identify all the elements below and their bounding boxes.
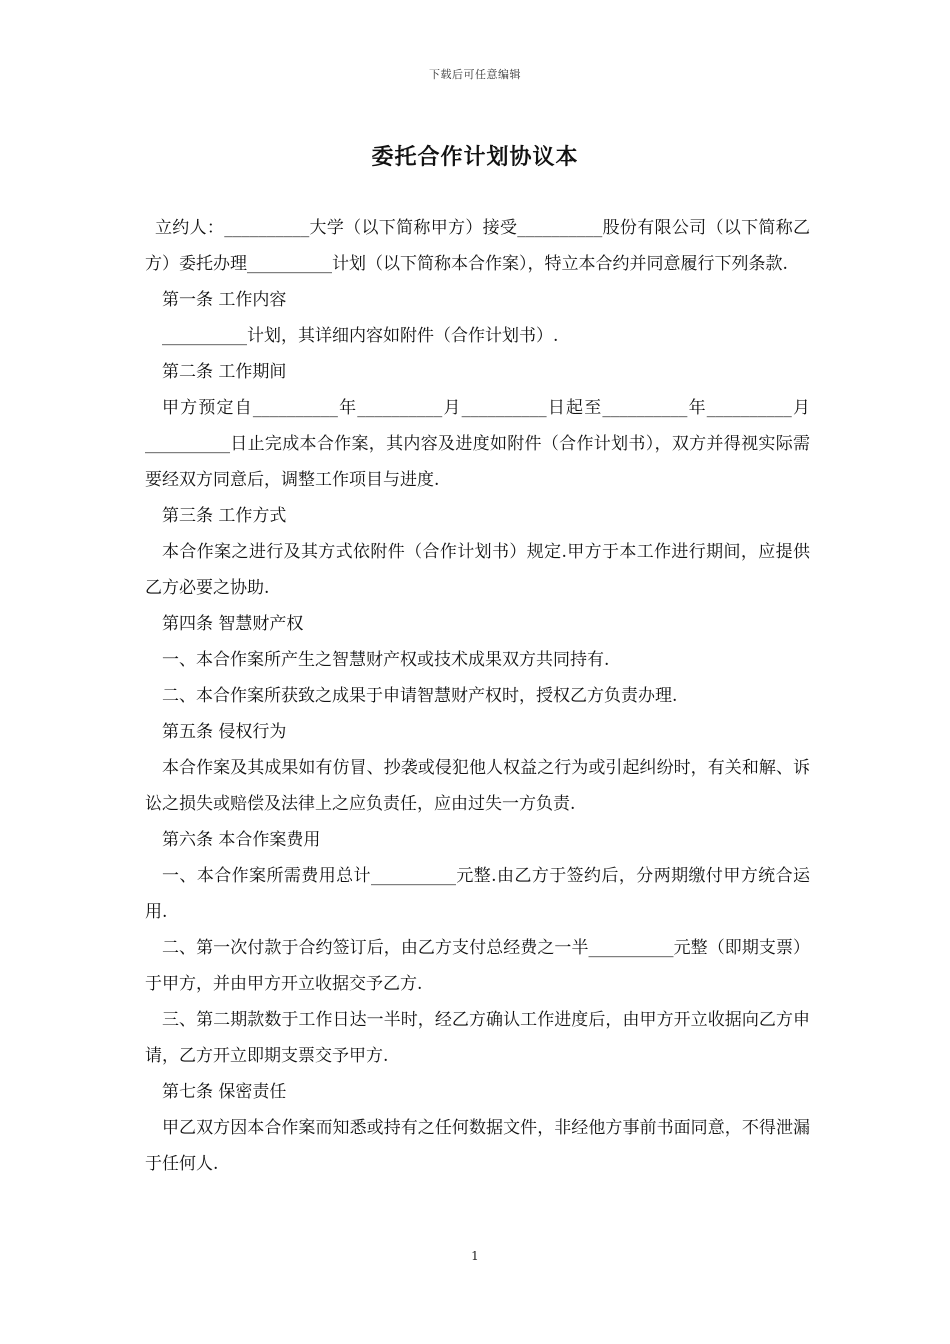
paragraph: 二、第一次付款于合约签订后，由乙方支付总经费之一半__________元整（即期支票）于甲方，并由甲方开立收据交予乙方. bbox=[145, 938, 810, 994]
paragraph: 二、本合作案所获致之成果于申请智慧财产权时，授权乙方负责办理. bbox=[162, 686, 678, 706]
page-number: 1 bbox=[471, 1249, 479, 1263]
paragraph: 本合作案之进行及其方式依附件（合作计划书）规定.甲方于本工作进行期间，应提供乙方必要之协助. bbox=[145, 542, 810, 598]
paragraph: 三、第二期款数于工作日达一半时，经乙方确认工作进度后，由甲方开立收据向乙方申请，乙方开立即期支票交予甲方. bbox=[145, 1010, 810, 1066]
article-heading-5: 第五条 侵权行为 bbox=[162, 722, 287, 742]
article-heading-1: 第一条 工作内容 bbox=[162, 290, 287, 310]
paragraph-intro: 立约人：__________大学（以下简称甲方）接受__________股份有限公司（以下简称乙方）委托办理__________计划（以下简称本合作案），特立本合约并同意履行下列条款. bbox=[145, 218, 810, 274]
article-heading-3: 第三条 工作方式 bbox=[162, 506, 287, 526]
document-title: 委托合作计划协议本 bbox=[371, 144, 579, 170]
article-heading-2: 第二条 工作期间 bbox=[162, 362, 287, 382]
paragraph: 甲乙双方因本合作案而知悉或持有之任何数据文件，非经他方事前书面同意，不得泄漏于任何人. bbox=[145, 1118, 810, 1174]
paragraph: 本合作案及其成果如有仿冒、抄袭或侵犯他人权益之行为或引起纠纷时，有关和解、诉讼之损失或赔偿及法律上之应负责任，应由过失一方负责. bbox=[145, 758, 810, 814]
paragraph: 一、本合作案所需费用总计__________元整.由乙方于签约后，分两期缴付甲方统合运用. bbox=[145, 866, 810, 922]
paragraph: 一、本合作案所产生之智慧财产权或技术成果双方共同持有. bbox=[162, 650, 610, 670]
document-body bbox=[145, 210, 810, 1182]
paragraph: 甲方预定自__________年__________月__________日起至__________年__________月__________日止完成本合作案，其内容及进度如附件（合作计划书），双方并得视实际需要经双方同意后，调整工作项目与进度. bbox=[145, 398, 810, 490]
article-heading-4: 第四条 智慧财产权 bbox=[162, 614, 304, 634]
article-heading-7: 第七条 保密责任 bbox=[162, 1082, 287, 1102]
paragraph: __________计划，其详细内容如附件（合作计划书）. bbox=[162, 326, 559, 346]
page-header: 下载后可任意编辑 bbox=[429, 68, 521, 81]
article-heading-6: 第六条 本合作案费用 bbox=[162, 830, 321, 850]
